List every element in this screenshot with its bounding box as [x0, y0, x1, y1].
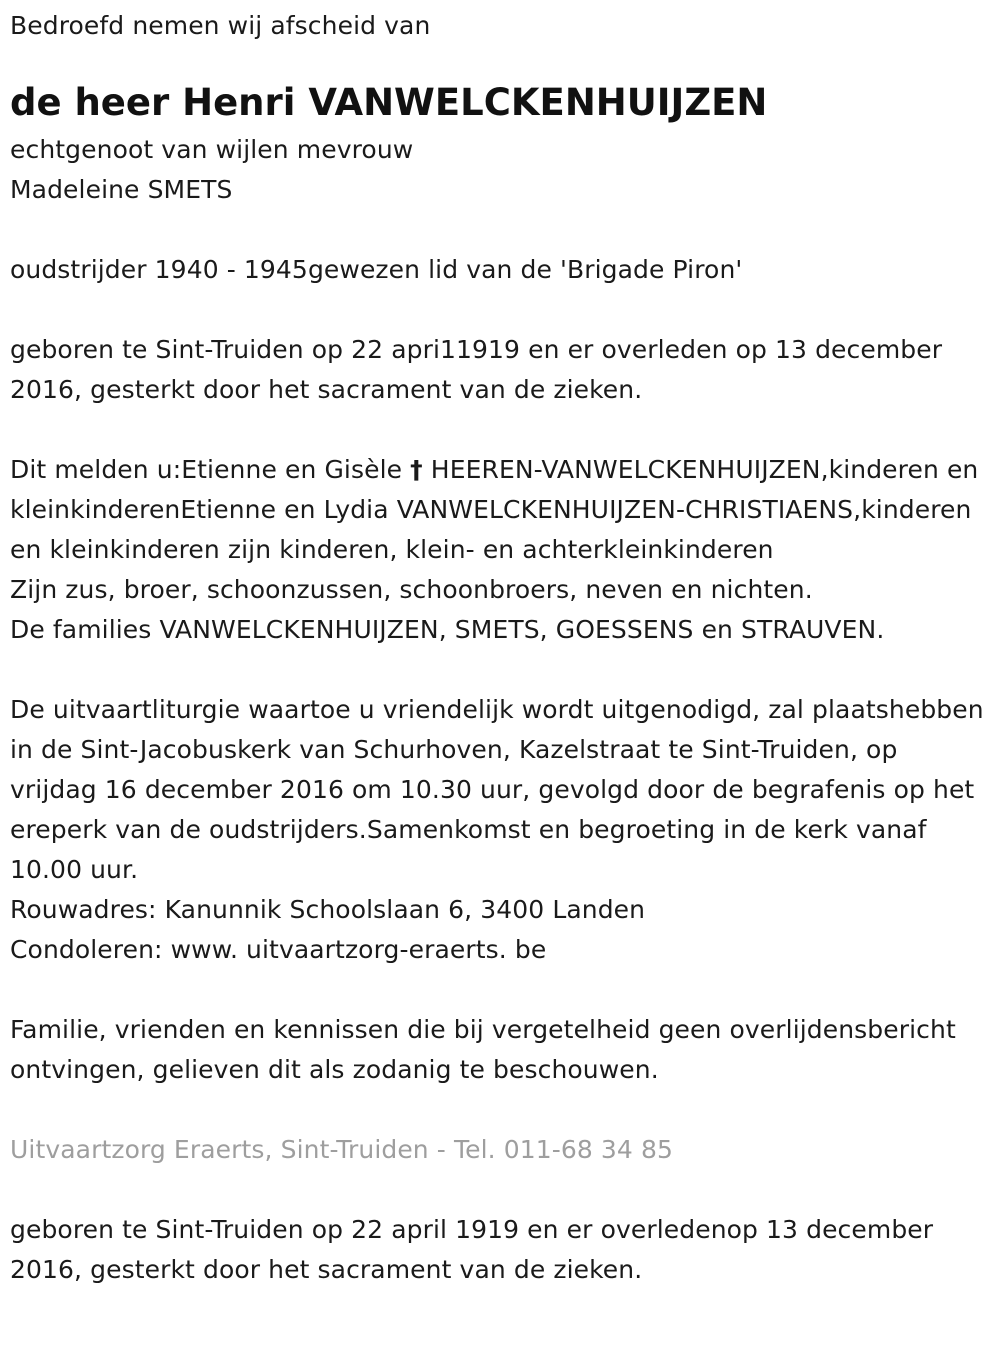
- spacer: [10, 210, 990, 250]
- spacer: [10, 290, 990, 330]
- mourning-address: Rouwadres: Kanunnik Schoolslaan 6, 3400 Landen: [10, 895, 646, 924]
- spacer: [10, 1170, 990, 1210]
- veteran-line: oudstrijder 1940 - 1945gewezen lid van de 'Brigade Piron': [10, 255, 743, 284]
- spouse-line-1: echtgenoot van wijlen mevrouw: [10, 135, 414, 164]
- spacer: [10, 410, 990, 450]
- cross-icon: †: [410, 455, 423, 484]
- siblings-line: Zijn zus, broer, schoonzussen, schoonbroers, neven en nichten.: [10, 575, 813, 604]
- family-rest: HEEREN-VANWELCKENHUIJZEN,kinderen en kleinkinderenEtienne en Lydia VANWELCKENHUIJZEN-CHRISTIAENS,kinderen en kleinkinderen zijn kinderen, klein- en achterkleinkinderen: [10, 455, 979, 564]
- family-announcement: [10, 450, 990, 570]
- deceased-name: de heer Henri VANWELCKENHUIJZEN: [10, 81, 768, 124]
- spacer: [10, 650, 990, 690]
- spacer: [10, 970, 990, 1010]
- families-line: De families VANWELCKENHUIJZEN, SMETS, GOESSENS en STRAUVEN.: [10, 615, 885, 644]
- birth-death-paragraph-1: geboren te Sint-Truiden op 22 apri11919 en er overleden op 13 december 2016, gesterkt door het sacrament van de zieken.: [10, 335, 943, 404]
- family-prefix: Dit melden u:Etienne en Gisèle: [10, 455, 411, 484]
- spouse-line-2: Madeleine SMETS: [10, 175, 233, 204]
- intro-text: Bedroefd nemen wij afscheid van: [10, 11, 431, 40]
- undertaker-line: Uitvaartzorg Eraerts, Sint-Truiden - Tel. 011-68 34 85: [10, 1135, 673, 1164]
- notice-paragraph: Familie, vrienden en kennissen die bij vergetelheid geen overlijdensbericht ontvingen, gelieven dit als zodanig te beschouwen.: [10, 1015, 956, 1084]
- birth-death-paragraph-2: geboren te Sint-Truiden op 22 april 1919 en er overledenop 13 december 2016, gesterkt door het sacrament van de zieken.: [10, 1215, 934, 1284]
- condolences-line: Condoleren: www. uitvaartzorg-eraerts. be: [10, 935, 547, 964]
- funeral-paragraph: De uitvaartliturgie waartoe u vriendelijk wordt uitgenodigd, zal plaatshebben in de Sint-Jacobuskerk van Schurhoven, Kazelstraat te Sint-Truiden, op vrijdag 16 december 2016 om 10.30 uur, gevolgd door de begrafenis op het ereperk van de oudstrijders.Samenkomst en begroeting in de kerk vanaf 10.00 uur.: [10, 695, 984, 884]
- spacer: [10, 1090, 990, 1130]
